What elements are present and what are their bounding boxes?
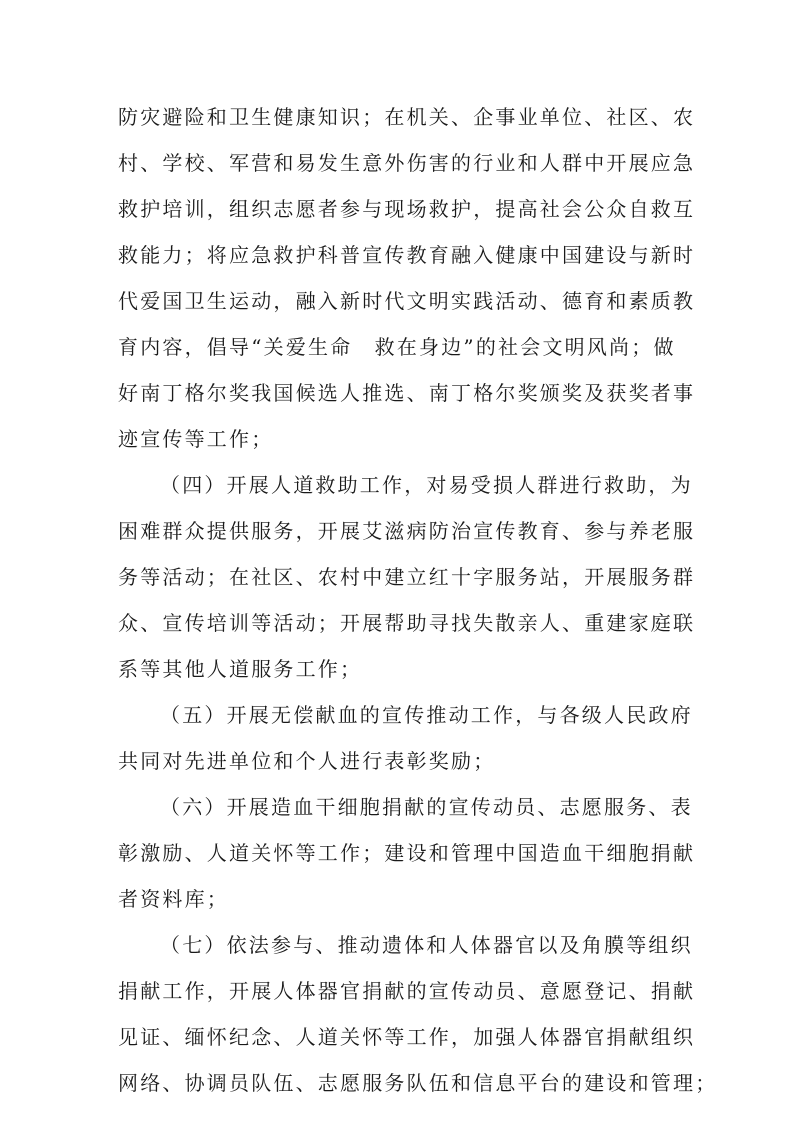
text-line: 务等活动；在社区、农村中建立红十字服务站，开展服务群 [118, 565, 696, 589]
text-line: 彰激励、人道关怀等工作；建设和管理中国造血干细胞捐献 [118, 841, 696, 865]
text-line: 见证、缅怀纪念、人道关怀等工作，加强人体器官捐献组织 [118, 1025, 696, 1049]
text-line: 防灾避险和卫生健康知识；在机关、企事业单位、社区、农 [118, 105, 696, 129]
text-line: 者资料库； [118, 887, 229, 911]
text-line: 救能力；将应急救护科普宣传教育融入健康中国建设与新时 [118, 243, 696, 267]
text-line: 育内容，倡导“关爱生命 救在身边”的社会文明风尚；做 [118, 335, 676, 359]
text-line: 困难群众提供服务，开展艾滋病防治宣传教育、参与养老服 [118, 519, 696, 543]
text-line: 迹宣传等工作； [118, 427, 274, 451]
text-line: 系等其他人道服务工作； [118, 657, 363, 681]
paragraph-start-line: （七）依法参与、推动遗体和人体器官以及角膜等组织 [160, 933, 693, 957]
text-line: 好南丁格尔奖我国候选人推选、南丁格尔奖颁奖及获奖者事 [118, 381, 696, 405]
text-line: 众、宣传培训等活动；开展帮助寻找失散亲人、重建家庭联 [118, 611, 696, 635]
text-line: 村、学校、军营和易发生意外伤害的行业和人群中开展应急 [118, 151, 696, 175]
paragraph-start-line: （四）开展人道救助工作，对易受损人群进行救助，为 [160, 473, 693, 497]
paragraph-start-line: （六）开展造血干细胞捐献的宣传动员、志愿服务、表 [160, 795, 693, 819]
text-line: 代爱国卫生运动，融入新时代文明实践活动、德育和素质教 [118, 289, 696, 313]
paragraph-start-line: （五）开展无偿献血的宣传推动工作，与各级人民政府 [160, 703, 693, 727]
text-line: 共同对先进单位和个人进行表彰奖励； [118, 749, 496, 773]
text-line: 网络、协调员队伍、志愿服务队伍和信息平台的建设和管理； [118, 1071, 718, 1095]
text-line: 救护培训，组织志愿者参与现场救护，提高社会公众自救互 [118, 197, 696, 221]
text-line: 捐献工作，开展人体器官捐献的宣传动员、意愿登记、捐献 [118, 979, 696, 1003]
